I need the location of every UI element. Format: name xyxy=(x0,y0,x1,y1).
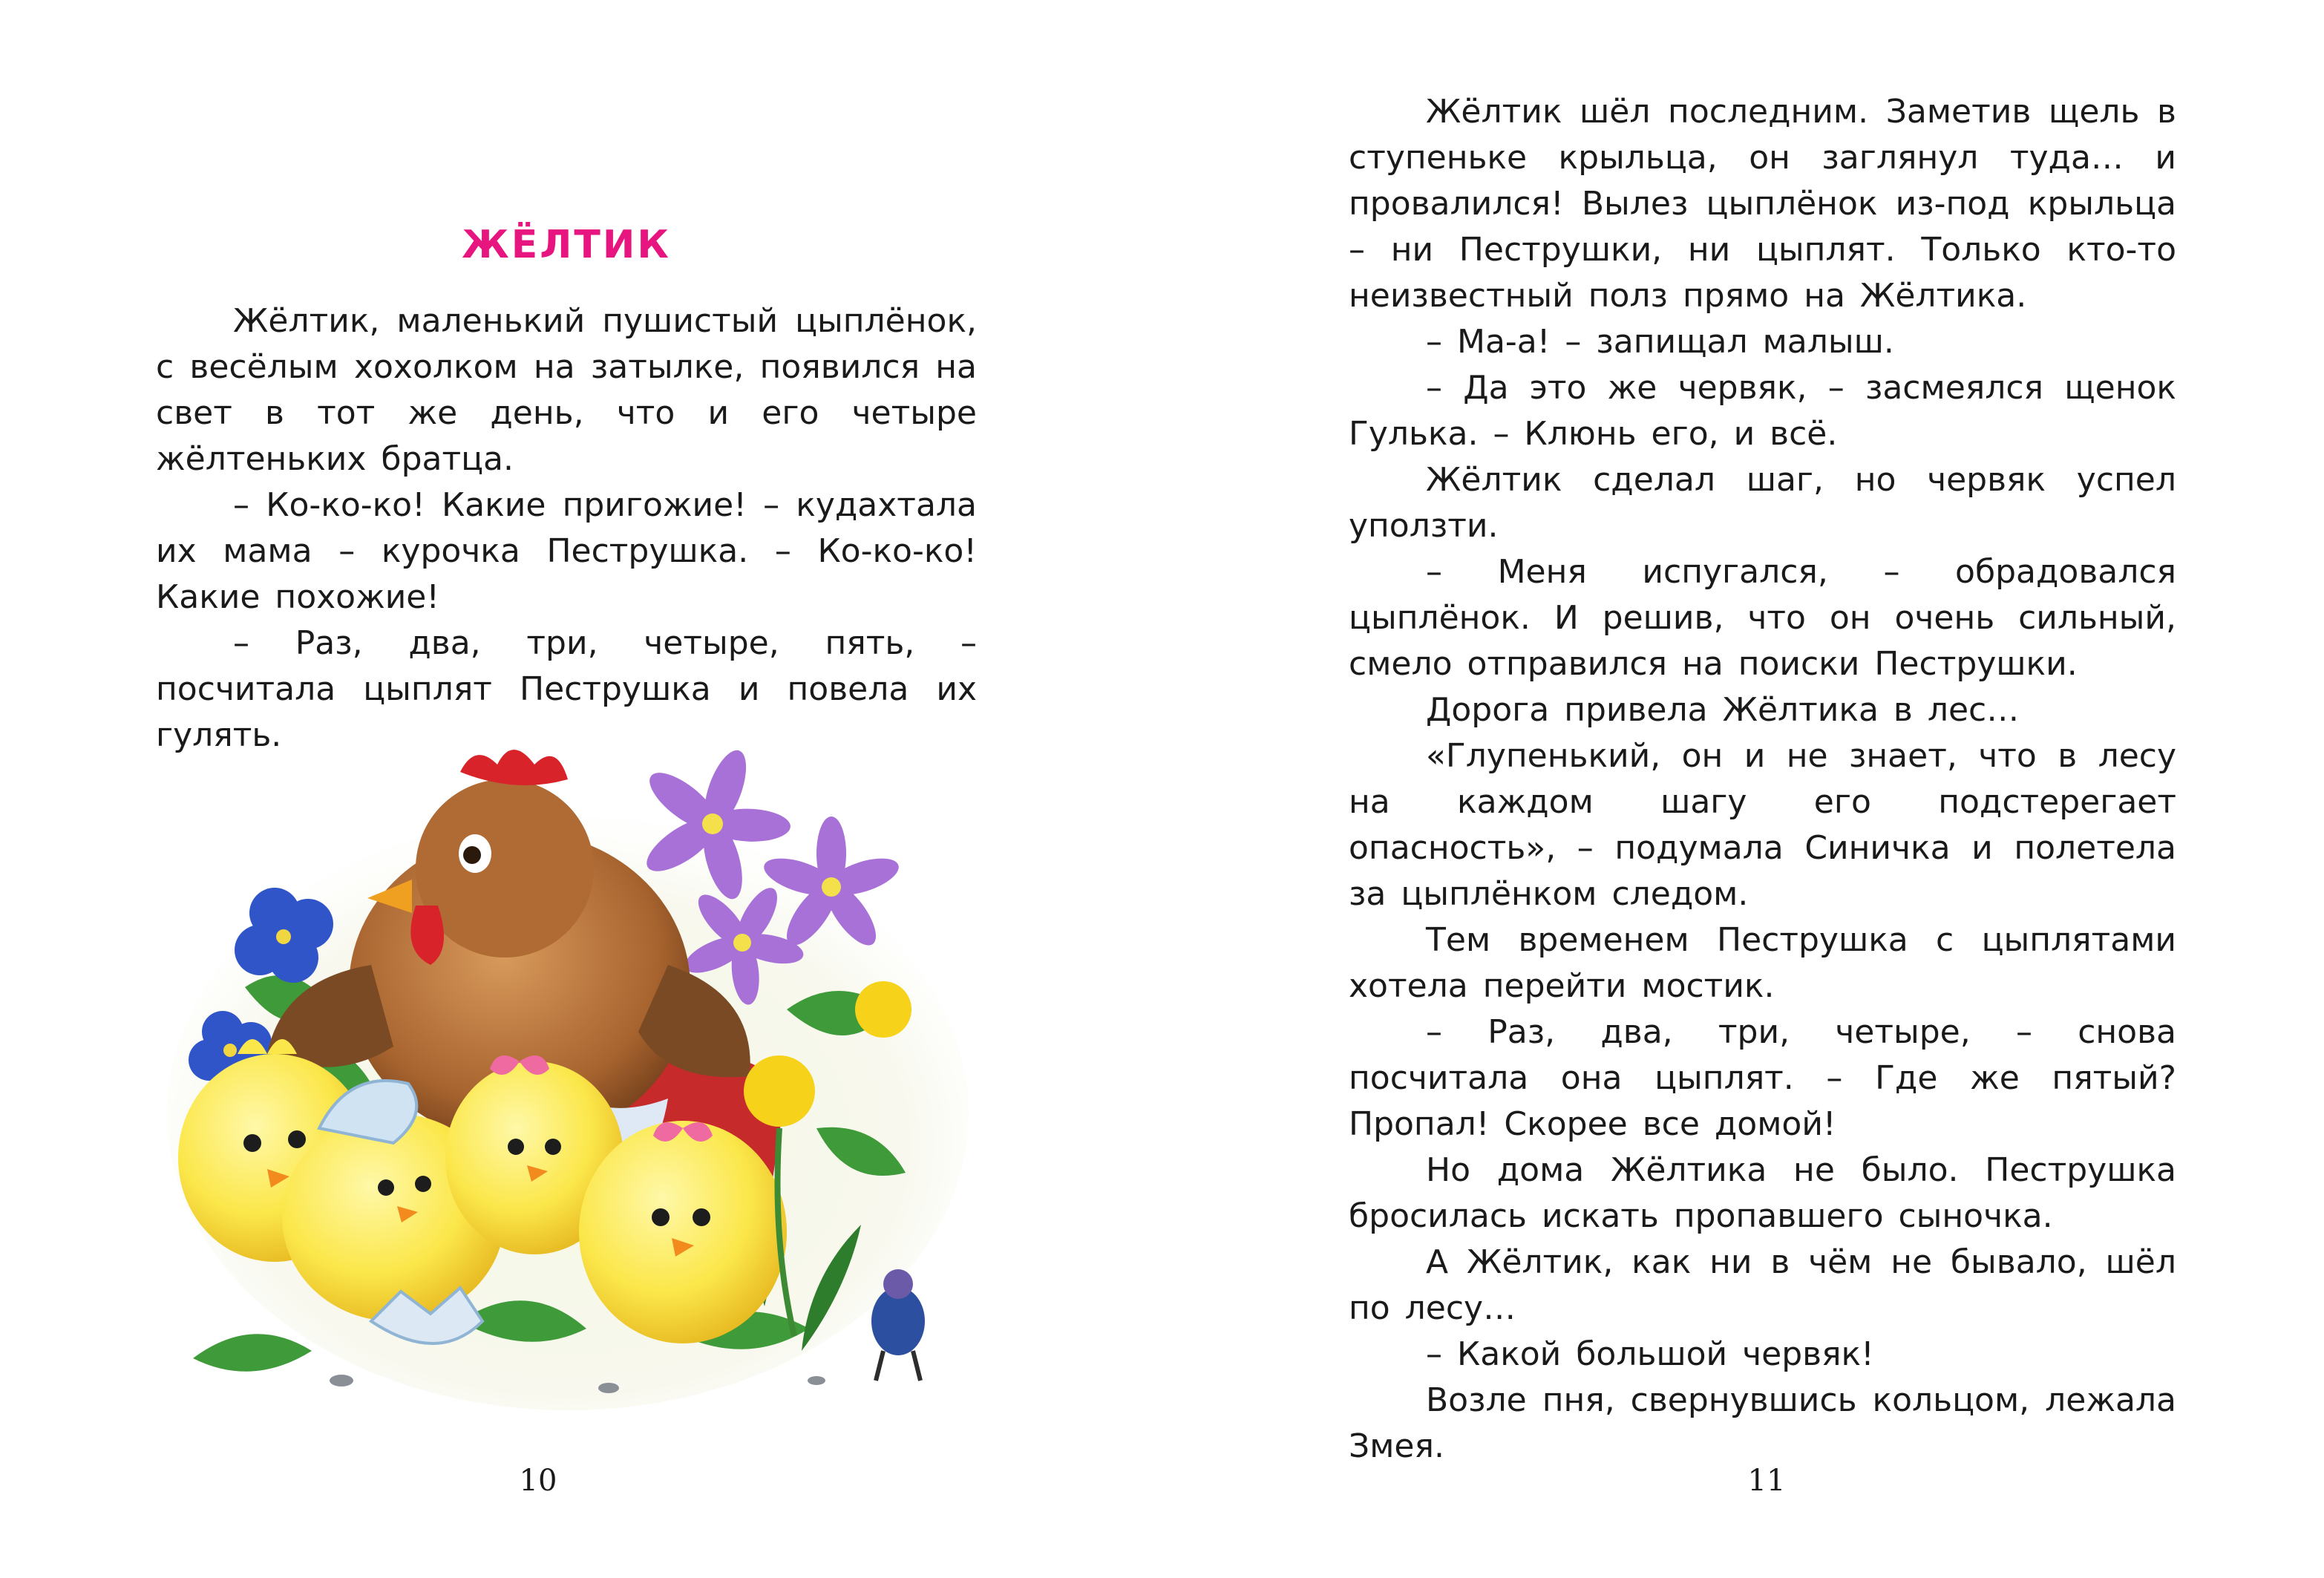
paragraph: Жёлтик, маленький пушистый цыплёнок, с весёлым хохолком на затылке, появился на свет в тот же день, что и его четыре жёлтеньких братца. xyxy=(156,302,977,478)
paragraph: Тем временем Пеструшка с цыплятами хотела перейти мостик. xyxy=(1349,921,2176,1005)
paragraph: – Да это же червяк, – засмеялся щенок Гулька. – Клюнь его, и всё. xyxy=(1349,369,2176,453)
paragraph: «Глупенький, он и не знает, что в лесу на каждом шагу его подстерегает опасность», – подумала Синичка и полетела за цыплёнком следом. xyxy=(1349,737,2176,913)
hen-with-chicks-illustration xyxy=(148,742,987,1410)
paragraph: – Раз, два, три, четыре, пять, – посчитала цыплят Пеструшка и повела их гулять. xyxy=(156,624,977,754)
paragraph: Жёлтик сделал шаг, но червяк успел уползти. xyxy=(1349,461,2176,545)
left-page-text xyxy=(156,298,977,759)
story-title: ЖЁЛТИК xyxy=(462,223,671,267)
paragraph: – Ко-ко-ко! Какие пригожие! – кудахтала их мама – курочка Пеструшка. – Ко-ко-ко! Какие похожие! xyxy=(156,486,977,616)
paragraph: Возле пня, свернувшись кольцом, лежала Змея. xyxy=(1349,1381,2176,1465)
paragraph: Но дома Жёлтика не было. Пеструшка бросилась искать пропавшего сыночка. xyxy=(1349,1151,2176,1235)
paragraph: – Меня испугался, – обрадовался цыплёнок. И решив, что он очень сильный, смело отправился на поиски Пеструшки. xyxy=(1349,553,2176,683)
paragraph: – Ма-а! – запищал малыш. xyxy=(1426,323,1894,361)
paragraph: Дорога привела Жёлтика в лес… xyxy=(1426,691,2020,729)
paragraph: Жёлтик шёл последним. Заметив щель в ступеньке крыльца, он заглянул туда… и провалился! Вылез цыплёнок из-под крыльца – ни Пеструшки, ни цыплят. Только кто-то неизвестный полз прямо на Жёлтика. xyxy=(1349,93,2176,315)
right-page-text xyxy=(1349,89,2176,1470)
right-page xyxy=(1162,0,2324,1578)
paragraph: – Какой большой червяк! xyxy=(1426,1335,1874,1373)
page-number: 10 xyxy=(519,1464,557,1498)
page-number: 11 xyxy=(1747,1464,1786,1498)
paragraph: А Жёлтик, как ни в чём не бывало, шёл по лесу… xyxy=(1349,1243,2176,1327)
paragraph: – Раз, два, три, четыре, – снова посчитала она цыплят. – Где же пятый? Пропал! Скорее все домой! xyxy=(1349,1013,2176,1143)
